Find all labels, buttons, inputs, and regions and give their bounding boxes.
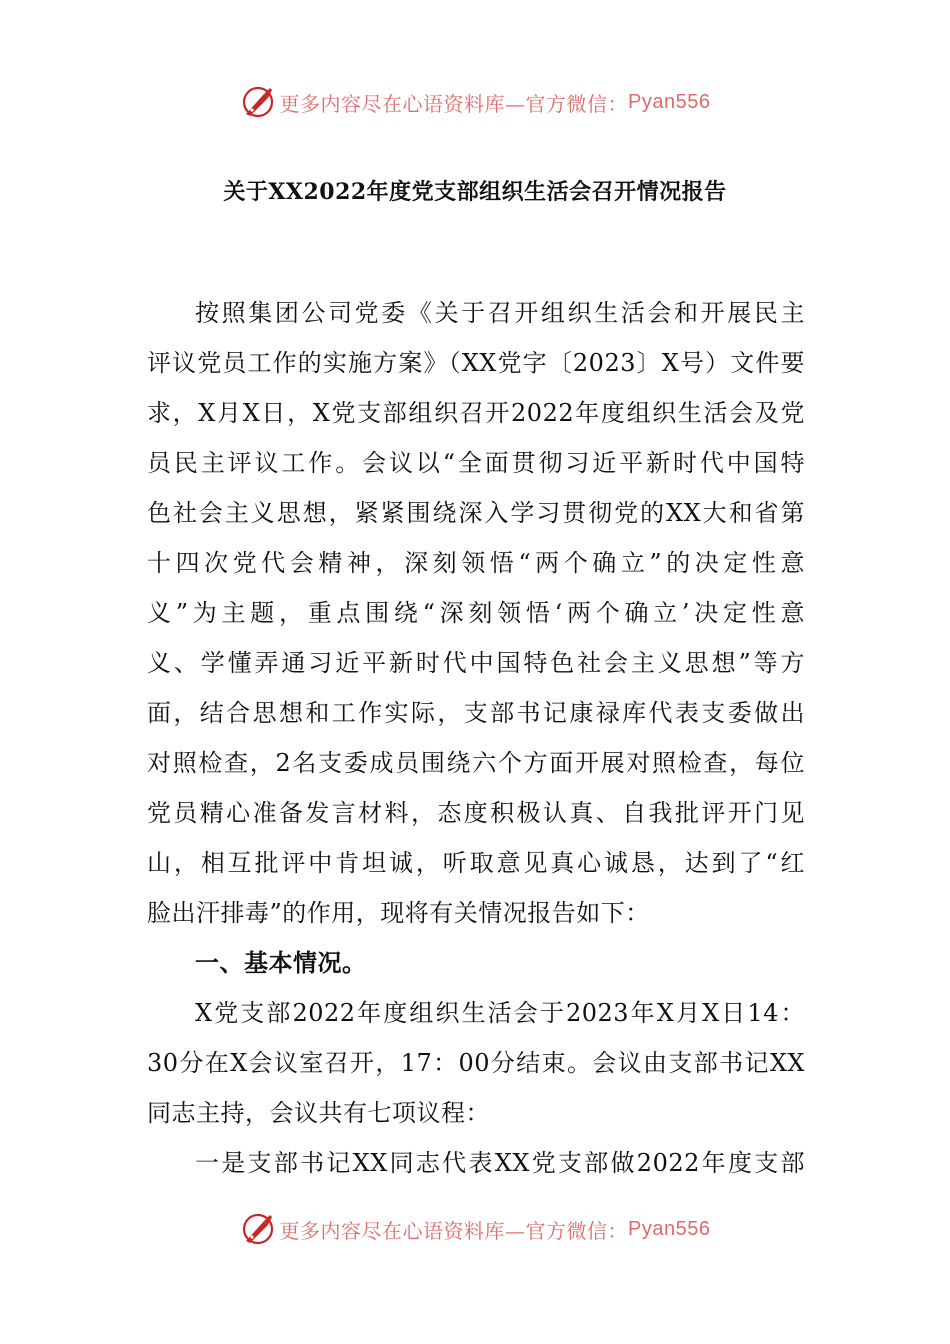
text-line: 党员精心准备发言材料，态度积极认真、自我批评开门见 (147, 799, 805, 827)
text-line: 按照集团公司党委《关于召开组织生活会和开展民主 (195, 299, 805, 327)
text-line: 十四次党代会精神，深刻领悟“两个确立”的决定性意 (147, 549, 805, 577)
watermark-banner-bottom (0, 1209, 950, 1249)
watermark-wechat-id: Pyan556 (628, 1217, 711, 1240)
pen-nib-circle-icon (240, 1211, 276, 1247)
text-line: 山，相互批评中肯坦诚，听取意见真心诚恳，达到了“红 (147, 849, 805, 877)
document-title: 关于XX2022年度党支部组织生活会召开情况报告 (223, 179, 727, 205)
text-line: 色社会主义思想，紧紧围绕深入学习贯彻党的XX大和省第 (147, 499, 805, 527)
text-line: X党支部2022年度组织生活会于2023年X月X日14： (195, 999, 805, 1027)
section-heading: 一、基本情况。 (195, 948, 367, 977)
watermark-banner-top (0, 82, 950, 122)
text-line: 员民主评议工作。会议以“全面贯彻习近平新时代中国特 (147, 449, 805, 477)
pen-nib-circle-icon (240, 84, 276, 120)
watermark-text: 更多内容尽在心语资料库—官方微信： (279, 1218, 629, 1243)
text-line: 求，X月X日，X党支部组织召开2022年度组织生活会及党 (147, 399, 805, 427)
text-line: 一是支部书记XX同志代表XX党支部做2022年度支部 (195, 1149, 805, 1177)
text-line: 义、学懂弄通习近平新时代中国特色社会主义思想”等方 (147, 649, 805, 677)
text-line: 30分在X会议室召开，17：00分结束。会议由支部书记XX (147, 1049, 805, 1077)
watermark-text: 更多内容尽在心语资料库—官方微信： (279, 91, 629, 116)
text-line: 对照检查，2名支委成员围绕六个方面开展对照检查，每位 (147, 749, 805, 777)
text-line: 义”为主题，重点围绕“深刻领悟‘两个确立’决定性意 (147, 599, 805, 627)
text-line: 评议党员工作的实施方案》（XX党字〔2023〕X号）文件要 (147, 349, 805, 377)
text-line: 同志主持，会议共有七项议程： (147, 1099, 490, 1127)
text-line: 脸出汗排毒”的作用，现将有关情况报告如下： (147, 899, 650, 927)
watermark-wechat-id: Pyan556 (628, 90, 711, 113)
text-line: 面，结合思想和工作实际，支部书记康禄库代表支委做出 (147, 699, 805, 727)
